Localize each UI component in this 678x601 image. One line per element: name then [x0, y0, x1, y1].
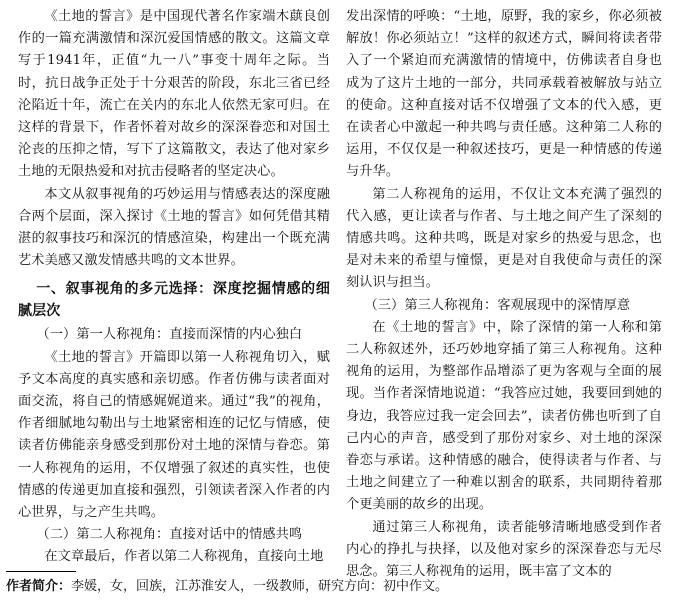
third-person-paragraph-1: 在《土地的誓言》中，除了深情的第一人称和第二人称叙述外，还巧妙地穿插了第三人称视角。这种视角的运用，为整部作品增添了更为客观与全面的展现。当作者深情地说道：“我答应过她，我要回到她的身边，我答应过我一定会回去”，读者仿佛也听到了自己内心的声音，感受到了那份对家乡、对土地的深深眷恋与承诺。这种情感的融合，使得读者与作者、与土地之间建立了一种难以割舍的联系，共同期待着那个更美丽的故乡的出现。	[346, 319, 662, 513]
second-person-paragraph-2: 第二人称视角的运用，不仅让文本充满了强烈的代入感，更让读者与作者、与土地之间产生了深刻的情感共鸣。这种共鸣，既是对家乡的热爱与思念，也是对未来的希望与憧憬，更是对自我使命与责任的深刻认识与担当。	[346, 186, 662, 291]
subheading-first-person: （一）第一人称视角：直接而深情的内心独白	[36, 327, 303, 343]
author-bio-text: 李媛，女，回族，江苏淮安人，一级教师，研究方向：初中作文。	[71, 579, 449, 594]
first-person-paragraph: 《土地的誓言》开篇即以第一人称视角切入，赋予文本高度的真实感和亲切感。作者仿佛与读者面对面交流，将自己的情感娓娓道来。通过“我”的视角，作者细腻地勾勒出与土地紧密相连的记忆与情感，使读者仿佛能亲身感受到那份对土地的深情与眷恋。第一人称视角的运用，不仅增强了叙述的真实性，也使情感的传递更加直接和强烈，引领读者深入作者的内心世界，与之产生共鸣。	[18, 349, 330, 521]
left-column	[18, 6, 330, 569]
author-bio	[6, 577, 666, 597]
section-heading-1: 一、叙事视角的多元选择：深度挖掘情感的细腻层次	[18, 281, 330, 320]
third-person-paragraph-2: 通过第三人称视角，读者能够清晰地感受到作者内心的挣扎与抉择，以及他对家乡的深深眷恋与无尽思念。第三人称视角的运用，既丰富了文本的	[346, 519, 662, 580]
footnote-divider	[6, 571, 76, 572]
subheading-second-person: （二）第二人称视角：直接对话中的情感共鸣	[36, 527, 303, 543]
right-column	[346, 6, 662, 583]
second-person-paragraph-start: 在文章最后，作者以第二人称视角，直接向土地	[44, 549, 324, 565]
subheading-third-person: （三）第三人称视角：客观展现中的深情厚意	[364, 297, 631, 313]
second-person-paragraph-continued: 发出深情的呼唤：“土地，原野，我的家乡，你必须被解放！你必须站立！”这样的叙述方式，瞬间将读者带入了一个紧迫而充满激情的情境中，仿佛读者自身也成为了这片土地的一部分，共同承载着被解放与站立的使命。这种直接对话不仅增强了文本的代入感，更在读者心中激起一种共鸣与责任感。这种第二人称的运用，不仅仅是一种叙述技巧，更是一种情感的传递与升华。	[346, 9, 662, 180]
intro-paragraph-1: 《土地的誓言》是中国现代著名作家端木蕻良创作的一篇充满激情和深沉爱国情感的散文。这篇文章写于1941年，正值“九一八”事变十周年之际。当时，抗日战争正处于十分艰苦的阶段，东北三省已经沦陷近十年，流亡在关内的东北人依然无家可归。在这样的背景下，作者怀着对故乡的深深眷恋和对国土沦丧的压抑之情，写下了这篇散文，表达了他对家乡土地的无限热爱和对抗击侵略者的坚定决心。	[18, 9, 330, 180]
intro-paragraph-2: 本文从叙事视角的巧妙运用与情感表达的深度融合两个层面，深入探讨《土地的誓言》如何凭借其精湛的叙事技巧和深沉的情感渲染，构建出一个既充满艺术美感又激发情感共鸣的文本世界。	[18, 186, 330, 269]
author-bio-label: 作者简介：	[6, 579, 72, 594]
